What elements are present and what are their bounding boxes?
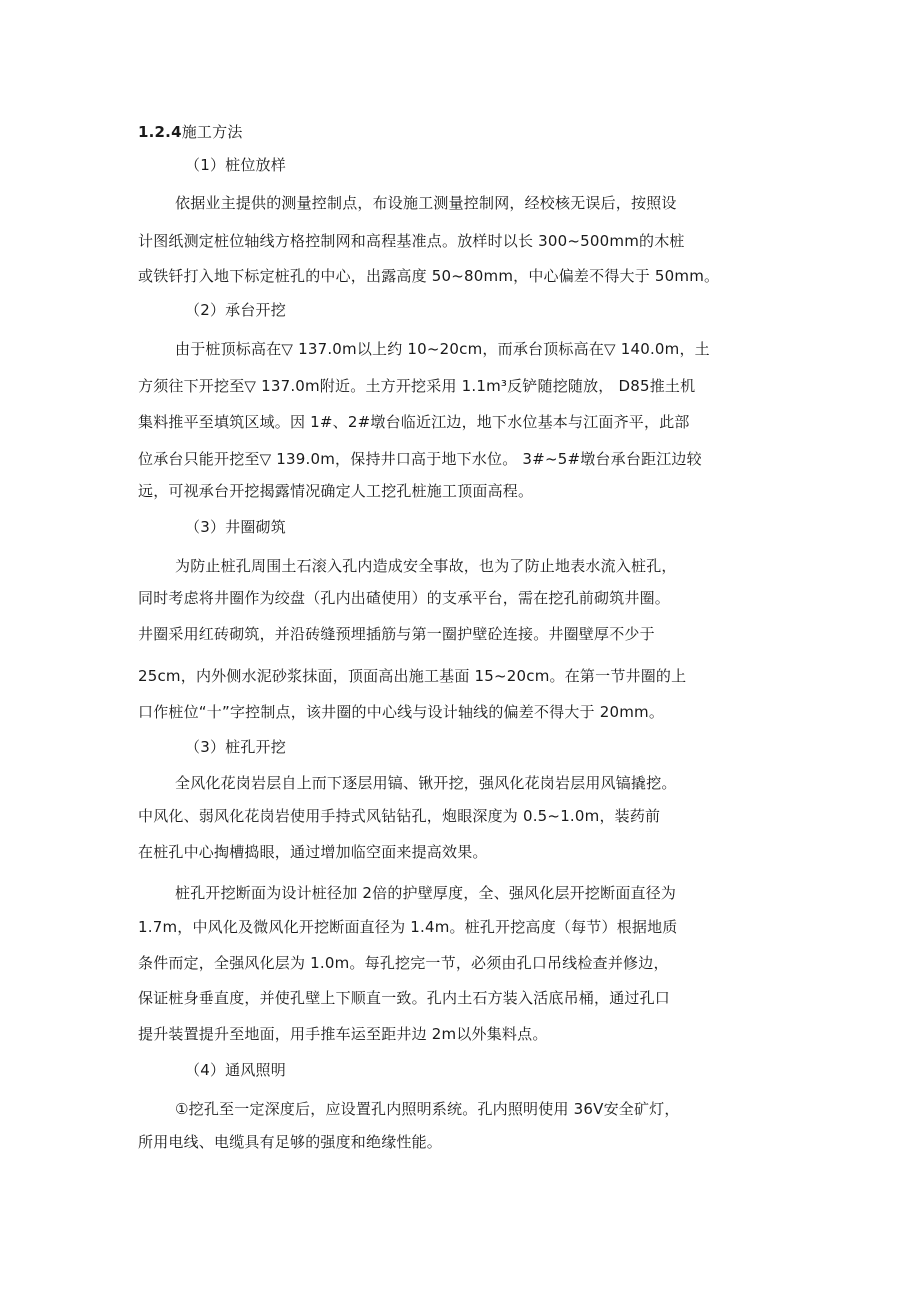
paragraph-line: ①挖孔至一定深度后，应设置孔内照明系统。孔内照明使用 36V安全矿灯， (175, 1100, 680, 1118)
paragraph-line: 保证桩身垂直度，并使孔壁上下顺直一致。孔内土石方装入活底吊桶，通过孔口 (138, 989, 671, 1007)
paragraph-line: 或铁钎打入地下标定桩孔的中心，出露高度 50~80mm，中心偏差不得大于 50mm。 (138, 267, 720, 285)
paragraph-line: 中风化、弱风化花岗岩使用手持式风钻钻孔，炮眼深度为 0.5~1.0m，装药前 (138, 807, 661, 825)
paragraph-line: 方须往下开挖至▽ 137.0m附近。土方开挖采用 1.1m³反铲随挖随放， D85推土机 (138, 377, 696, 395)
paragraph-line: 同时考虑将井圈作为绞盘（孔内出碴使用）的支承平台，需在挖孔前砌筑井圈。 (138, 589, 671, 607)
subheading-cap-excavation: （2）承台开挖 (185, 301, 286, 319)
paragraph-line: 条件而定，全强风化层为 1.0m。每孔挖完一节，必须由孔口吊线检查并修边， (138, 954, 669, 972)
paragraph-line: 1.7m，中风化及微风化开挖断面直径为 1.4m。桩孔开挖高度（每节）根据地质 (138, 918, 678, 936)
subheading-well-ring: （3）井圈砌筑 (185, 518, 286, 536)
paragraph-line: 井圈采用红砖砌筑，并沿砖缝预埋插筋与第一圈护壁砼连接。井圈壁厚不少于 (138, 625, 655, 643)
section-number: 1.2.4 (138, 123, 182, 141)
section-heading (138, 122, 243, 142)
paragraph-line: 由于桩顶标高在▽ 137.0m以上约 10~20cm，而承台顶标高在▽ 140.0m，土 (175, 340, 710, 358)
paragraph-line: 桩孔开挖断面为设计桩径加 2倍的护壁厚度，全、强风化层开挖断面直径为 (175, 884, 677, 902)
paragraph-line: 依据业主提供的测量控制点，布设施工测量控制网，经校核无误后，按照设 (175, 194, 677, 212)
paragraph-line: 远，可视承台开挖揭露情况确定人工挖孔桩施工顶面高程。 (138, 482, 534, 500)
subheading-hole-excavation: （3）桩孔开挖 (185, 738, 286, 756)
subheading-ventilation-lighting: （4）通风照明 (185, 1061, 286, 1079)
section-title: 施工方法 (181, 123, 243, 141)
paragraph-line: 位承台只能开挖至▽ 139.0m，保持井口高于地下水位。 3#~5#墩台承台距江边较 (138, 450, 702, 468)
paragraph-line: 提升装置提升至地面，用手推车运至距井边 2m以外集料点。 (138, 1025, 548, 1043)
paragraph-line: 为防止桩孔周围土石滚入孔内造成安全事故，也为了防止地表水流入桩孔， (175, 557, 677, 575)
paragraph-line: 所用电线、电缆具有足够的强度和绝缘性能。 (138, 1133, 443, 1151)
paragraph-line: 计图纸测定桩位轴线方格控制网和高程基准点。放样时以长 300~500mm的木桩 (138, 232, 685, 250)
paragraph-line: 口作桩位“十”字控制点，该井圈的中心线与设计轴线的偏差不得大于 20mm。 (138, 703, 665, 721)
paragraph-line: 25cm，内外侧水泥砂浆抹面，顶面高出施工基面 15~20cm。在第一节井圈的上 (138, 667, 687, 685)
paragraph-line: 集料推平至填筑区域。因 1#、2#墩台临近江边，地下水位基本与江面齐平，此部 (138, 413, 690, 431)
paragraph-line: 在桩孔中心掏槽捣眼，通过增加临空面来提高效果。 (138, 843, 488, 861)
subheading-pile-layout: （1）桩位放样 (185, 156, 286, 174)
paragraph-line: 全风化花岗岩层自上而下逐层用镐、锹开挖，强风化花岗岩层用风镐撬挖。 (175, 774, 677, 792)
